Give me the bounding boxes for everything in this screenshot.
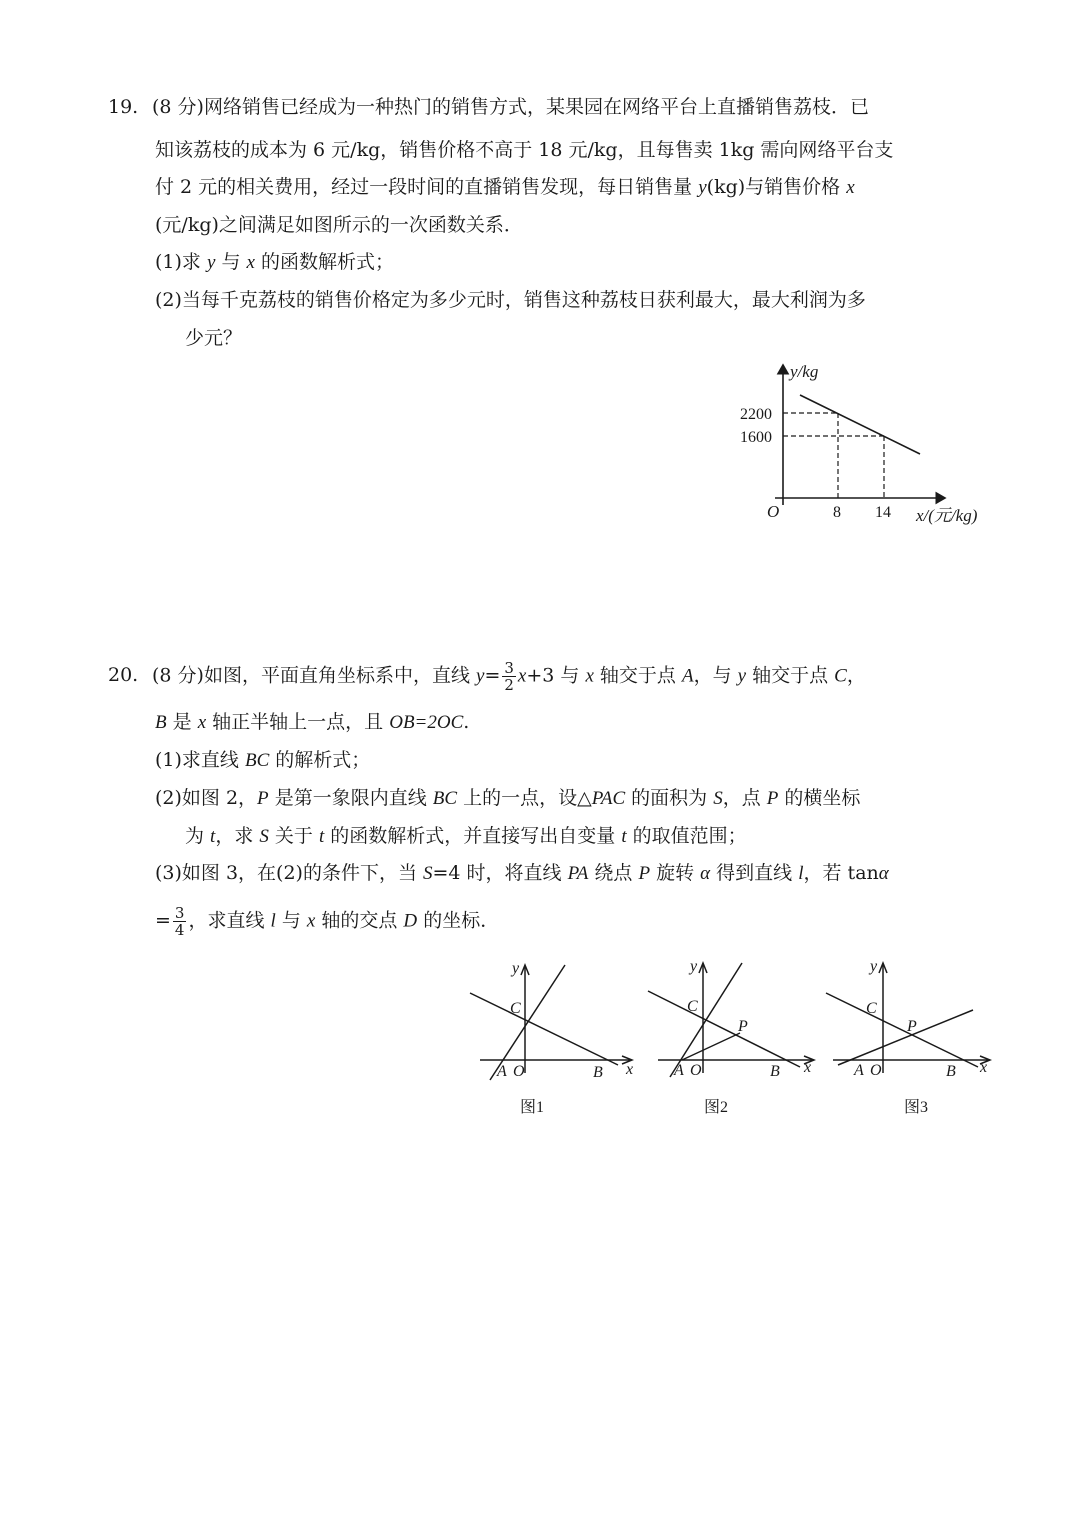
q20-number: 20. (108, 664, 139, 686)
label-P: P (907, 1018, 917, 1035)
label-x: x (980, 1059, 988, 1076)
q19-part2-line2: 少元？ (185, 327, 243, 349)
label-C: C (510, 1000, 521, 1017)
q19-graph (730, 355, 1000, 535)
label-P: P (738, 1018, 748, 1035)
q20-figure-3 (818, 955, 1003, 1125)
q20-line2: B 是 x 轴正半轴上一点，且 OB=2OC. (155, 711, 470, 733)
caption-fig2: 图2 (704, 1099, 729, 1116)
y-tick-2200: 2200 (740, 406, 772, 423)
label-C: C (866, 1000, 877, 1017)
label-A: A (854, 1062, 864, 1079)
label-y: y (690, 958, 698, 975)
label-O: O (690, 1062, 702, 1079)
q20-line1: (8 分)如图，平面直角坐标系中，直线 y= $\frac{3}{2}$ x+3 与 x 轴交于点 A，与 y 轴交于点 C， (152, 659, 866, 694)
q19-line3: 付 2 元的相关费用，经过一段时间的直播销售发现，每日销售量 y(kg)与销售价格 x (155, 176, 855, 198)
label-O: O (870, 1062, 882, 1079)
label-x: x (626, 1061, 634, 1078)
q20-part2-line2: 为 t，求 S 关于 t 的函数解析式，并直接写出自变量 t 的取值范围； (185, 825, 747, 847)
label-C: C (687, 998, 698, 1015)
q20-part2-line1: (2)如图 2，P 是第一象限内直线 BC 上的一点，设△PAC 的面积为 S，点 P 的横坐标 (155, 787, 861, 809)
label-y: y (512, 960, 520, 977)
y-tick-1600: 1600 (740, 429, 772, 446)
segment-AP (682, 1033, 740, 1060)
label-A: A (674, 1062, 684, 1079)
q19-line4: (元/kg)之间满足如图所示的一次函数关系． (155, 214, 523, 236)
line-BC (826, 993, 978, 1067)
label-x: x (804, 1059, 812, 1076)
label-B: B (593, 1064, 603, 1081)
q19-number: 19. (108, 96, 139, 118)
q19-part1: (1)求 y 与 x 的函数解析式； (155, 251, 394, 273)
label-B: B (946, 1063, 956, 1080)
fraction-3-4: $\frac{3}{4}$ (174, 904, 185, 939)
caption-fig1: 图1 (520, 1099, 545, 1116)
fraction-3-2: $\frac{3}{2}$ (504, 659, 514, 694)
q20-part1: (1)求直线 BC 的解析式； (155, 749, 371, 771)
y-axis-label: y/kg (790, 362, 819, 381)
label-A: A (497, 1063, 507, 1080)
line-BC (648, 991, 800, 1067)
q19-line1: (8 分)网络销售已经成为一种热门的销售方式，某果园在网络平台上直播销售荔枝．已 (152, 96, 869, 118)
x-axis-label: x/(元/kg) (916, 506, 978, 525)
function-line (800, 395, 920, 454)
label-O: O (513, 1063, 525, 1080)
origin-label: O (767, 502, 780, 521)
q19-part2-line1: (2)当每千克荔枝的销售价格定为多少元时，销售这种荔枝日获利最大，最大利润为多 (155, 289, 866, 311)
line-BC (470, 993, 618, 1065)
line-l (838, 1010, 973, 1065)
label-y: y (870, 958, 878, 975)
q20-part3-line2: = $\frac{3}{4}$ ，求直线 l 与 x 轴的交点 D 的坐标． (155, 904, 500, 939)
x-tick-8: 8 (833, 504, 841, 521)
q19-line2: 知该荔枝的成本为 6 元/kg，销售价格不高于 18 元/kg，且每售卖 1kg 需向网络平台支 (155, 139, 894, 161)
caption-fig3: 图3 (904, 1099, 929, 1116)
q20-part3-line1: (3)如图 3，在(2)的条件下，当 S=4 时，将直线 PA 绕点 P 旋转 α 得到直线 l，若 tanα (155, 862, 889, 884)
x-tick-14: 14 (875, 504, 891, 521)
label-B: B (770, 1063, 780, 1080)
q20-figure-1 (460, 955, 645, 1125)
q20-figure-2 (640, 955, 825, 1125)
